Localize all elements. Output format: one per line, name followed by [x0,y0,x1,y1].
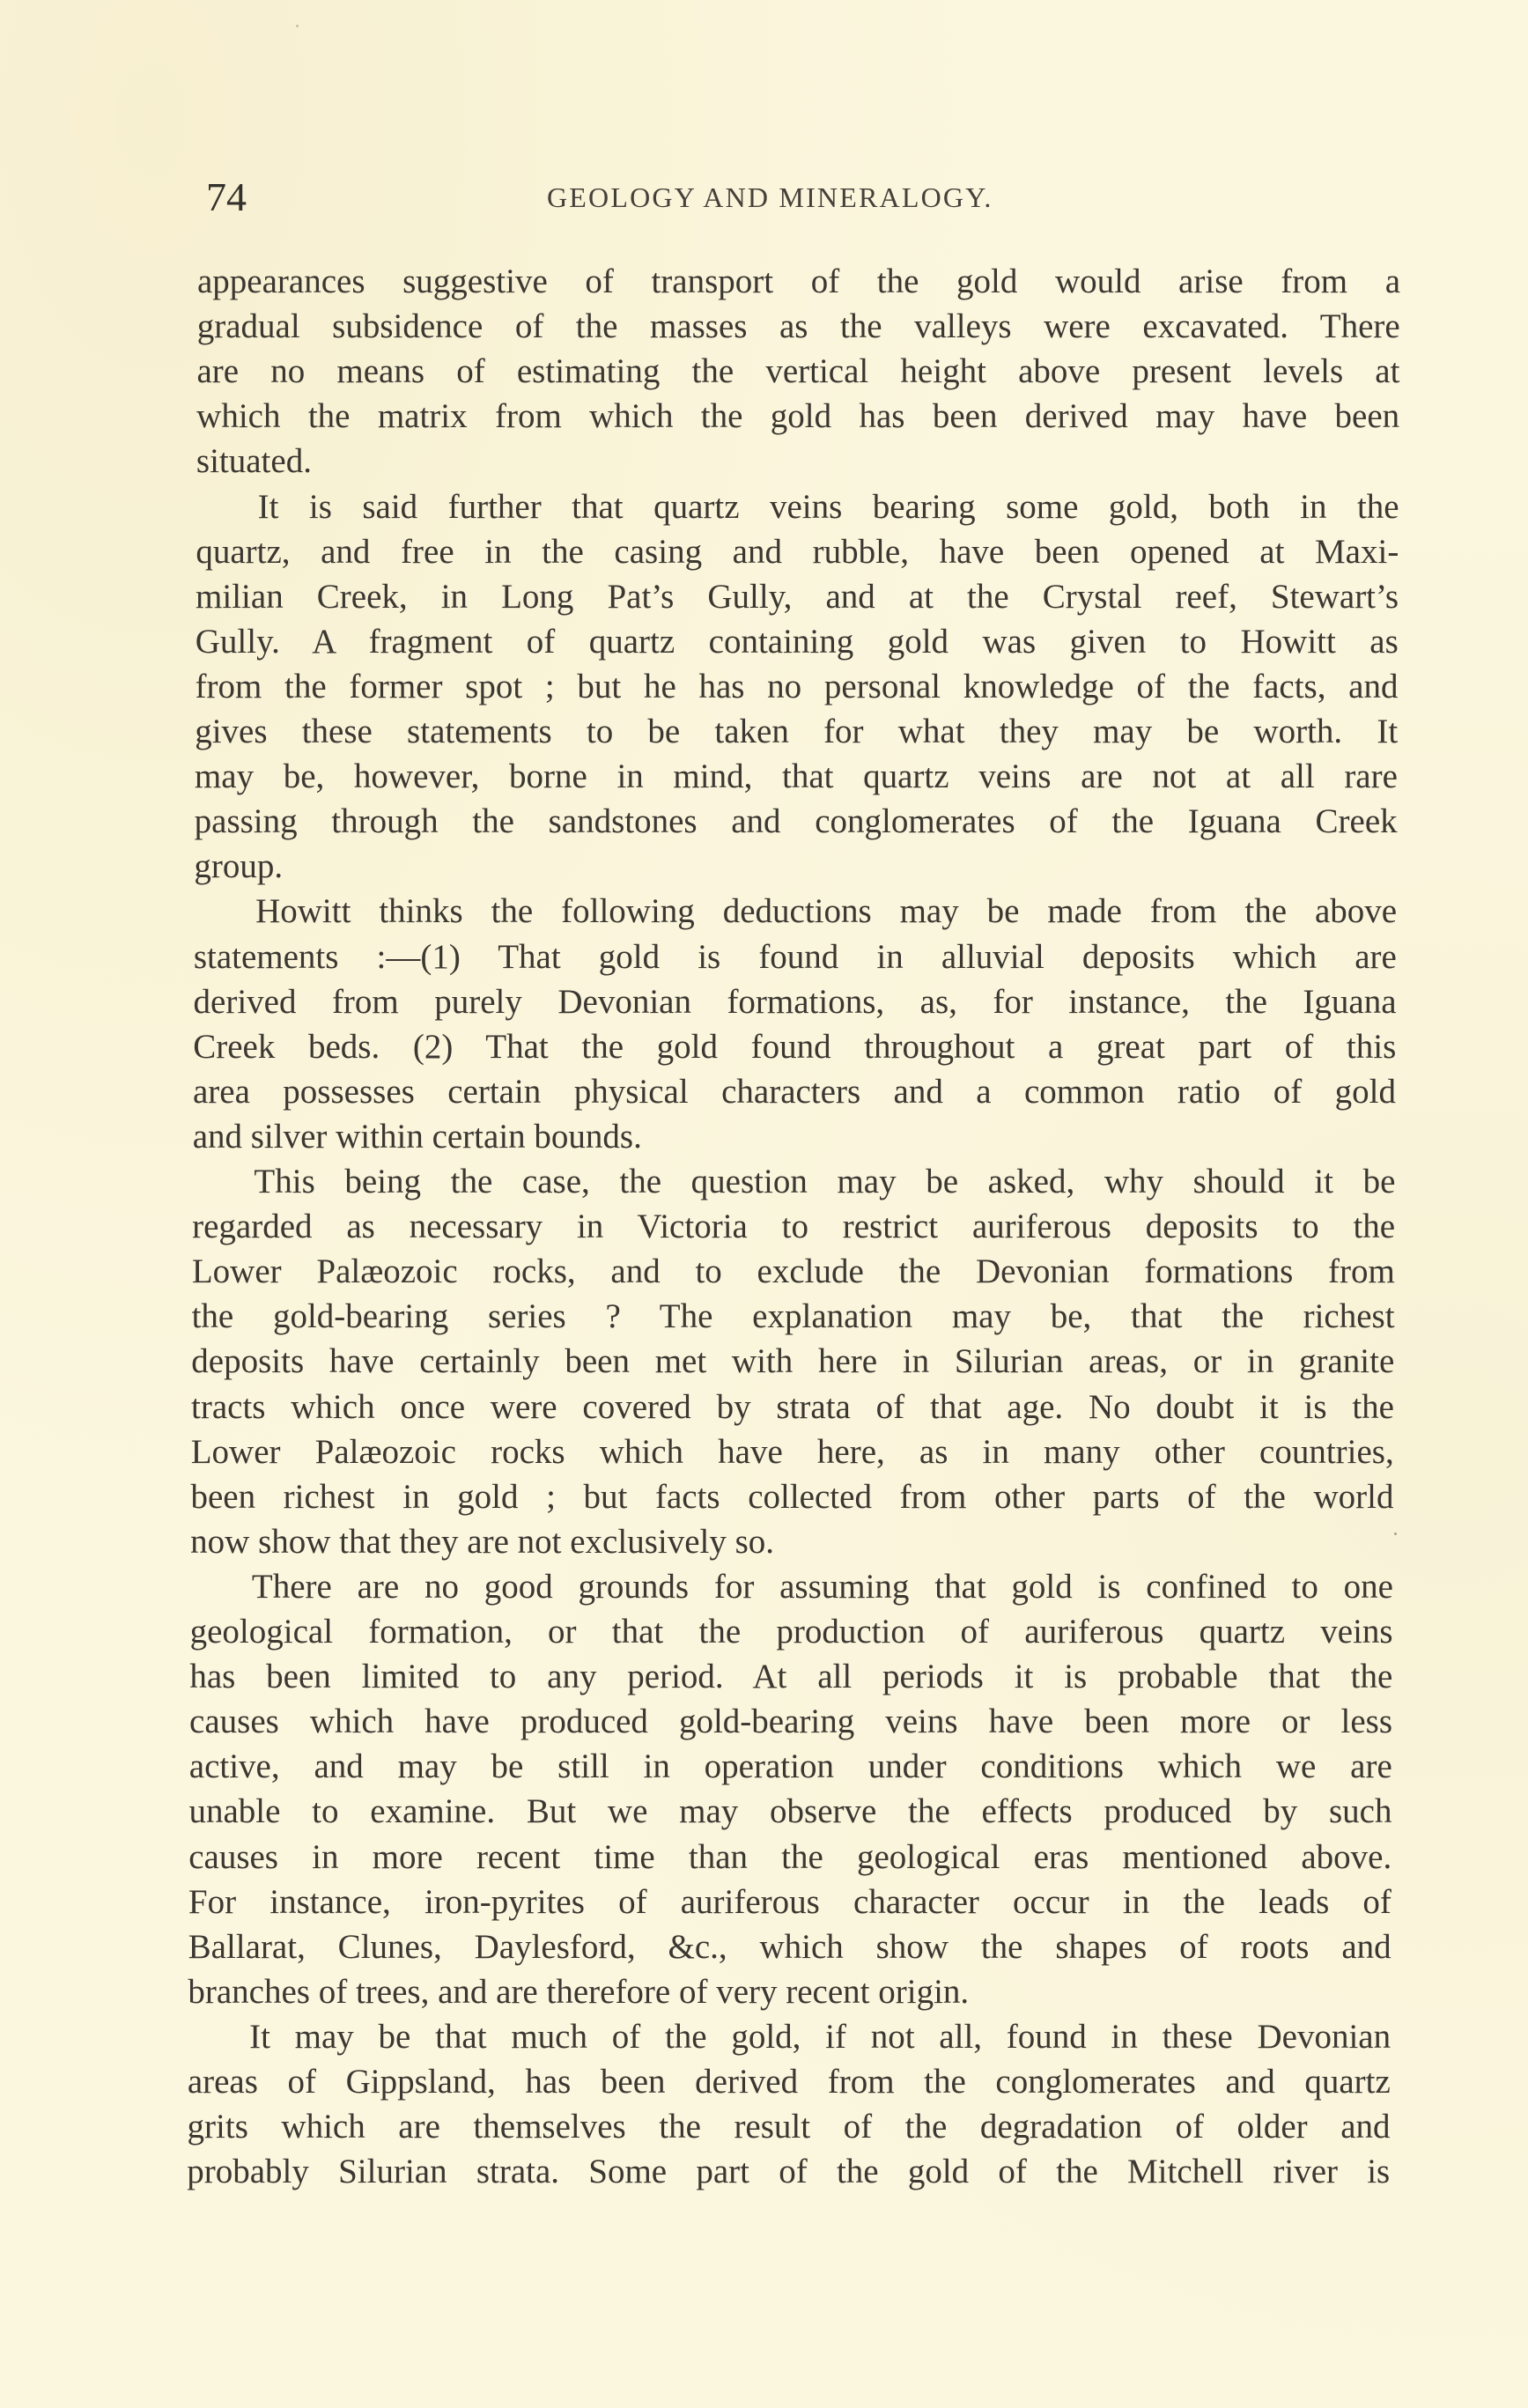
text-line: the gold-bearing series ? The explanation may be, that the richest [191,1297,1395,1336]
text-line: quartz, and free in the casing and rubble, have been opened at Maxi- [196,532,1399,571]
text-line: It is said further that quartz veins bearing some gold, both in the [257,487,1399,526]
text-line: and silver within certain bounds. [192,1117,642,1156]
text-line: has been limited to any period. At all periods it is probable that the [189,1658,1393,1696]
text-line: gives these statements to be taken for what they may be worth. It [195,713,1399,750]
text-line: geological formation, or that the production of auriferous quartz veins [189,1613,1393,1651]
text-line: Gully. A fragment of quartz containing gold was given to Howitt as [195,622,1399,661]
text-line: tracts which once were covered by strata of that age. No doubt it is the [191,1387,1394,1426]
text-line: appearances suggestive of transport of the gold would arise from a [197,262,1400,300]
text-line: are no means of estimating the vertical height above present levels at [196,352,1400,391]
text-line: statements :—(1) That gold is found in alluvial deposits which are [193,937,1397,976]
running-title: GEOLOGY AND MINERALOGY. [547,181,993,213]
text-line: causes in more recent time than the geological eras mentioned above. [188,1837,1392,1876]
text-line: grits which are themselves the result of the degradation of older and [187,2108,1391,2146]
text-line: from the former spot ; but he has no personal knowledge of the facts, and [195,667,1399,705]
text-line: Lower Palæozoic rocks, and to exclude the Devonian formations from [191,1252,1395,1291]
text-line: which the matrix from which the gold has been derived may have been [196,397,1400,436]
text-line: area possesses certain physical characters and a common ratio of gold [192,1072,1396,1111]
text-line: Howitt thinks the following deductions may be made from the above [255,892,1398,931]
text-line: situated. [196,442,312,481]
text-line: active, and may be still in operation under conditions which we are [188,1747,1392,1786]
text-line: been richest in gold ; but facts collected from other parts of the world [190,1477,1394,1516]
text-line: There are no good grounds for assuming that gold is confined to one [251,1567,1393,1606]
text-line: regarded as necessary in Victoria to restrict auriferous deposits to the [192,1208,1396,1246]
text-line: Ballarat, Clunes, Daylesford, &c., which show the shapes of roots and [188,1927,1391,1966]
text-line: group. [194,847,284,886]
running-head [203,173,1400,225]
text-line: areas of Gippsland, has been derived from the conglomerates and quartz [187,2063,1391,2101]
text-line: gradual subsidence of the masses as the valleys were excavated. There [196,307,1400,346]
text-line: probably Silurian strata. Some part of the gold of the Mitchell river is [187,2153,1391,2191]
text-line: Creek beds. (2) That the gold found throughout a great part of this [193,1027,1397,1066]
text-line: passing through the sandstones and conglomerates of the Iguana Creek [194,802,1398,841]
text-line: branches of trees, and are therefore of very recent origin. [188,1972,970,2011]
text-line: It may be that much of the gold, if not all, found in these Devonian [249,2017,1391,2056]
text-line: milian Creek, in Long Pat’s Gully, and at the Crystal reef, Stewart’s [196,577,1399,616]
text-line: derived from purely Devonian formations, as, for instance, the Iguana [193,982,1397,1021]
text-line: now show that they are not exclusively so. [190,1522,775,1561]
text-line: For instance, iron-pyrites of auriferous character occur in the leads of [188,1882,1391,1921]
scan-speck [296,25,299,27]
text-line: Lower Palæozoic rocks which have here, as in many other countries, [190,1432,1394,1471]
text-line: This being the case, the question may be asked, why should it be [254,1163,1396,1200]
page-number: 74 [206,174,247,219]
text-line: causes which have produced gold-bearing veins have been more or less [189,1703,1393,1741]
scan-speck [1394,1533,1397,1535]
text-line: may be, however, borne in mind, that quartz veins are not at all rare [194,757,1398,796]
text-line: deposits have certainly been met with here in Silurian areas, or in granite [191,1342,1395,1381]
text-line: unable to examine. But we may observe the effects produced by such [188,1792,1392,1831]
